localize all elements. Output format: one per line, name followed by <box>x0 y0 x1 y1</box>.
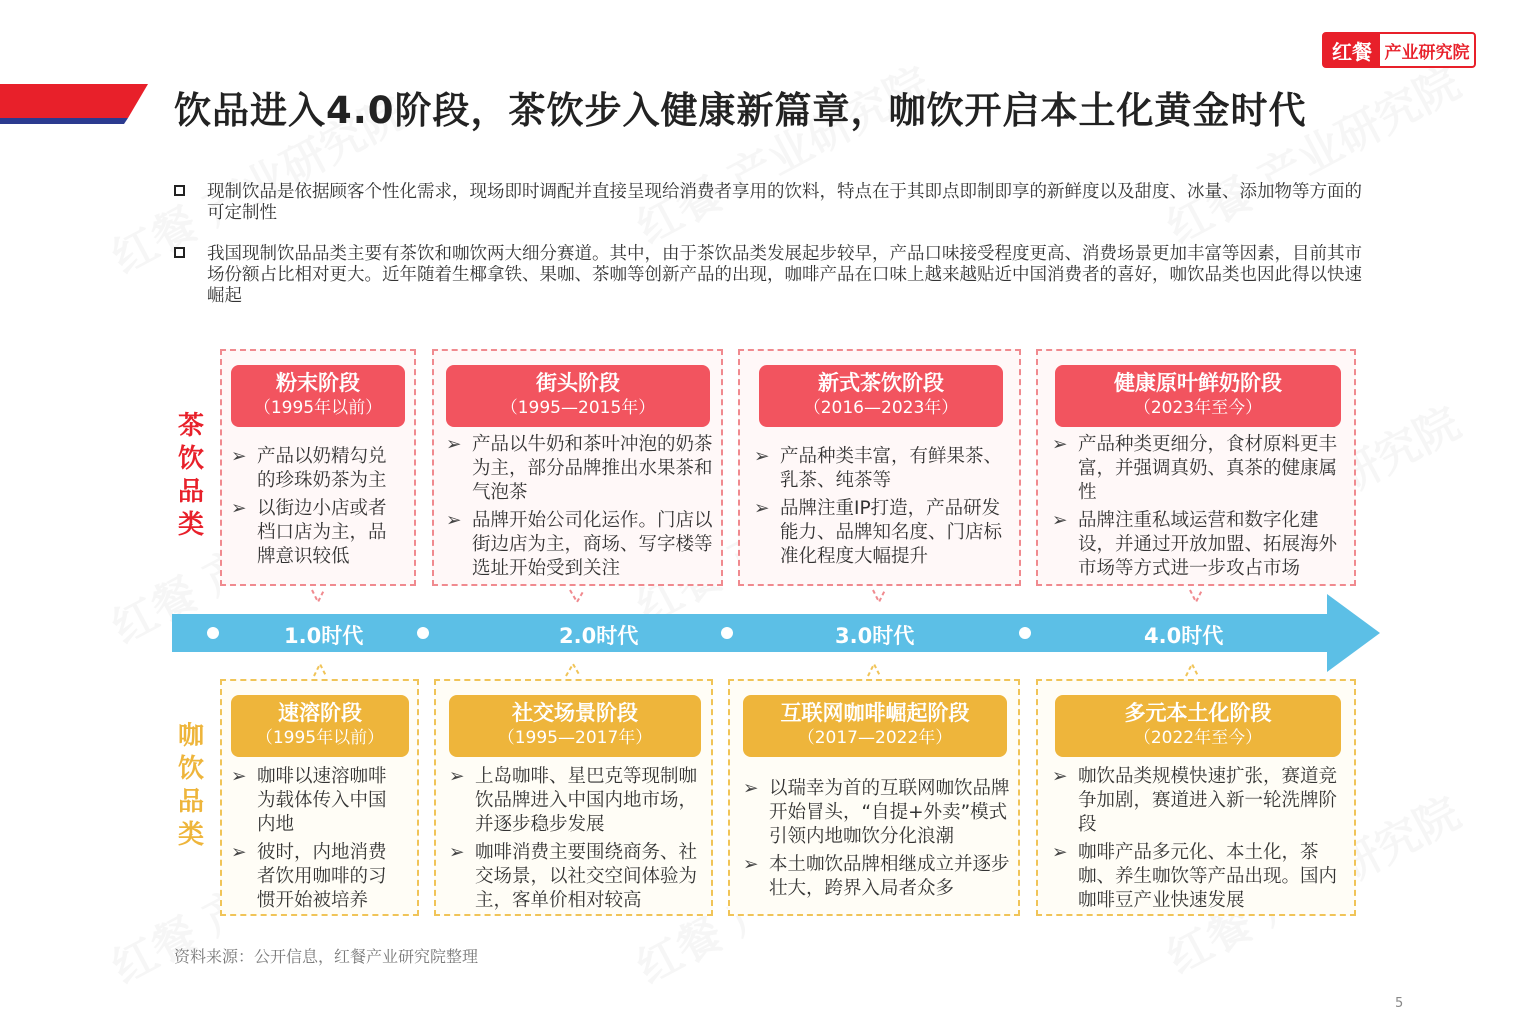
logo-text: 产业研究院 <box>1384 42 1470 63</box>
phase-name: 新式茶饮阶段 <box>818 371 944 395</box>
chevron-right-icon: ➢ <box>449 842 465 863</box>
coffee-phase-card <box>1036 679 1356 916</box>
phase-header <box>759 365 1003 427</box>
chevron-right-icon: ➢ <box>754 498 770 519</box>
coffee-label-char: 咖 <box>177 721 204 751</box>
tea-label-char: 茶 <box>177 411 204 441</box>
page-number: 5 <box>1395 996 1404 1011</box>
item-text: 咖饮品类规模快速扩张，赛道竞争加剧，赛道进入新一轮洗牌阶段 <box>1078 766 1338 835</box>
chevron-right-icon: ➢ <box>743 854 759 875</box>
timeline-dot <box>417 627 429 639</box>
item-text: 产品种类更细分，食材原料更丰富，并强调真奶、真茶的健康属性 <box>1078 434 1338 503</box>
phase-name: 街头阶段 <box>536 371 620 395</box>
phase-years: （2017—2022年） <box>797 728 953 748</box>
item-text: 咖啡产品多元化、本土化，茶咖、养生咖饮等产品出现。国内咖啡豆产业快速发展 <box>1078 842 1338 911</box>
coffee-phase-card <box>434 679 713 916</box>
phase-header <box>231 365 405 427</box>
item-text: 以瑞幸为首的互联网咖饮品牌开始冒头，“自提+外卖”模式引领内地咖饮分化浪潮 <box>769 778 1010 847</box>
bullet-text: 我国现制饮品品类主要有茶饮和咖饮两大细分赛道。其中，由于茶饮品类发展起步较早，产品口味接受程度更高、消费场景更加丰富等因素，目前其市场份额占比相对更大。近年随着生椰拿铁、果咖、茶咖等创新产品的出现，咖啡产品在口味上越来越贴近中国消费者的喜好，咖饮品类也因此得以快速崛起 <box>207 244 1362 306</box>
phase-name: 速溶阶段 <box>278 701 362 725</box>
item-text: 产品以奶精勾兑的珍珠奶茶为主 <box>257 446 387 491</box>
item-text: 本土咖饮品牌相继成立并逐步壮大，跨界入局者众多 <box>769 854 1010 899</box>
chevron-right-icon: ➢ <box>743 778 759 799</box>
timeline-dot <box>207 627 219 639</box>
tea-phase-card <box>738 349 1021 586</box>
item-text: 品牌注重私域运营和数字化建设，并通过开放加盟、拓展海外市场等方式进一步攻占市场 <box>1078 510 1338 579</box>
phase-header <box>743 695 1007 757</box>
brand-logo <box>1322 32 1476 68</box>
item-text: 上岛咖啡、星巴克等现制咖饮品牌进入中国内地市场，并逐步稳步发展 <box>475 766 698 835</box>
list-item <box>231 445 401 493</box>
item-text: 咖啡以速溶咖啡为载体传入中国内地 <box>257 766 387 835</box>
phase-header <box>1055 365 1341 427</box>
chevron-right-icon: ➢ <box>231 766 247 787</box>
phase-years: （1995—2015年） <box>500 398 656 418</box>
source-note: 资料来源：公开信息，红餐产业研究院整理 <box>174 947 479 966</box>
tea-label-char: 饮 <box>177 444 204 474</box>
phase-items <box>1052 433 1342 585</box>
era-label: 4.0时代 <box>1144 624 1224 648</box>
coffee-category-label <box>176 720 206 852</box>
item-text: 品牌开始公司化运作。门店以街边店为主，商场、写字楼等选址开始受到关注 <box>472 510 713 579</box>
list-item <box>754 497 1016 569</box>
era-label: 1.0时代 <box>284 624 364 648</box>
tea-phase-card <box>432 349 723 586</box>
header-stripe <box>0 84 150 126</box>
phase-header <box>446 365 710 427</box>
chevron-right-icon: ➢ <box>1052 434 1068 455</box>
phase-items <box>446 433 716 585</box>
item-text: 产品以牛奶和茶叶冲泡的奶茶为主，部分品牌推出水果茶和气泡茶 <box>472 434 713 503</box>
tea-label-char: 类 <box>177 510 204 540</box>
coffee-phase-card <box>220 679 419 916</box>
chevron-right-icon: ➢ <box>231 842 247 863</box>
square-bullet-icon <box>174 247 185 258</box>
phase-name: 互联网咖啡崛起阶段 <box>780 701 970 725</box>
phase-years: （2022年至今） <box>1133 728 1263 748</box>
intro-bullet <box>174 182 1364 224</box>
coffee-phase-card <box>728 679 1020 916</box>
list-item <box>1052 841 1342 913</box>
era-label: 2.0时代 <box>559 624 639 648</box>
item-text: 以街边小店或者档口店为主，品牌意识较低 <box>257 498 387 567</box>
phase-years: （2016—2023年） <box>803 398 959 418</box>
phase-years: （1995—2017年） <box>497 728 653 748</box>
phase-name: 健康原叶鲜奶阶段 <box>1114 371 1282 395</box>
tea-label-char: 品 <box>177 477 204 507</box>
item-text: 产品种类丰富，有鲜果茶、乳茶、纯茶等 <box>780 446 1003 491</box>
list-item <box>743 777 1013 849</box>
item-text: 品牌注重IP打造，产品研发能力、品牌知名度、门店标准化程度大幅提升 <box>780 498 1003 567</box>
list-item <box>449 765 703 837</box>
phase-name: 社交场景阶段 <box>512 701 638 725</box>
intro-bullet <box>174 244 1364 307</box>
chevron-right-icon: ➢ <box>449 766 465 787</box>
phase-header <box>231 695 409 757</box>
list-item <box>231 765 403 837</box>
chevron-right-icon: ➢ <box>231 498 247 519</box>
timeline-dot <box>1019 627 1031 639</box>
phase-items <box>743 777 1013 905</box>
list-item <box>754 445 1016 493</box>
tea-phase-card <box>220 349 416 586</box>
phase-years: （1995年以前） <box>255 728 385 748</box>
timeline-dot <box>721 627 733 639</box>
phase-header <box>1055 695 1341 757</box>
list-item <box>449 841 703 913</box>
list-item <box>1052 509 1342 581</box>
coffee-connectors <box>0 658 1530 680</box>
phase-items <box>449 765 703 917</box>
coffee-label-char: 饮 <box>177 754 204 784</box>
phase-name: 多元本土化阶段 <box>1124 701 1272 725</box>
tea-category-label <box>176 410 206 542</box>
list-item <box>743 853 1013 901</box>
list-item <box>231 497 401 569</box>
chevron-right-icon: ➢ <box>446 434 462 455</box>
list-item <box>446 433 716 505</box>
bullet-text: 现制饮品是依据顾客个性化需求，现场即时调配并直接呈现给消费者享用的饮料，特点在于其即点即制即享的新鲜度以及甜度、冰量、添加物等方面的可定制性 <box>207 182 1362 223</box>
phase-items <box>1052 765 1342 917</box>
tea-phase-card <box>1036 349 1356 586</box>
chevron-right-icon: ➢ <box>754 446 770 467</box>
chevron-right-icon: ➢ <box>1052 766 1068 787</box>
phase-header <box>449 695 701 757</box>
list-item <box>1052 765 1342 837</box>
chevron-right-icon: ➢ <box>231 446 247 467</box>
square-bullet-icon <box>174 185 185 196</box>
phase-items <box>231 765 403 917</box>
era-label: 3.0时代 <box>835 624 915 648</box>
phase-name: 粉末阶段 <box>276 371 360 395</box>
page-title: 饮品进入4.0阶段，茶饮步入健康新篇章，咖饮开启本土化黄金时代 <box>174 89 1307 132</box>
item-text: 彼时，内地消费者饮用咖啡的习惯开始被培养 <box>257 842 387 911</box>
coffee-label-char: 类 <box>177 820 204 850</box>
phase-years: （1995年以前） <box>253 398 383 418</box>
item-text: 咖啡消费主要围绕商务、社交场景，以社交空间体验为主，客单价相对较高 <box>475 842 698 911</box>
phase-years: （2023年至今） <box>1133 398 1263 418</box>
list-item <box>231 841 403 913</box>
coffee-label-char: 品 <box>177 787 204 817</box>
list-item <box>446 509 716 581</box>
chevron-right-icon: ➢ <box>446 510 462 531</box>
list-item <box>1052 433 1342 505</box>
chevron-right-icon: ➢ <box>1052 842 1068 863</box>
phase-items <box>231 445 401 573</box>
phase-items <box>754 445 1016 573</box>
chevron-right-icon: ➢ <box>1052 510 1068 531</box>
logo-mark: 红餐 <box>1324 34 1380 66</box>
